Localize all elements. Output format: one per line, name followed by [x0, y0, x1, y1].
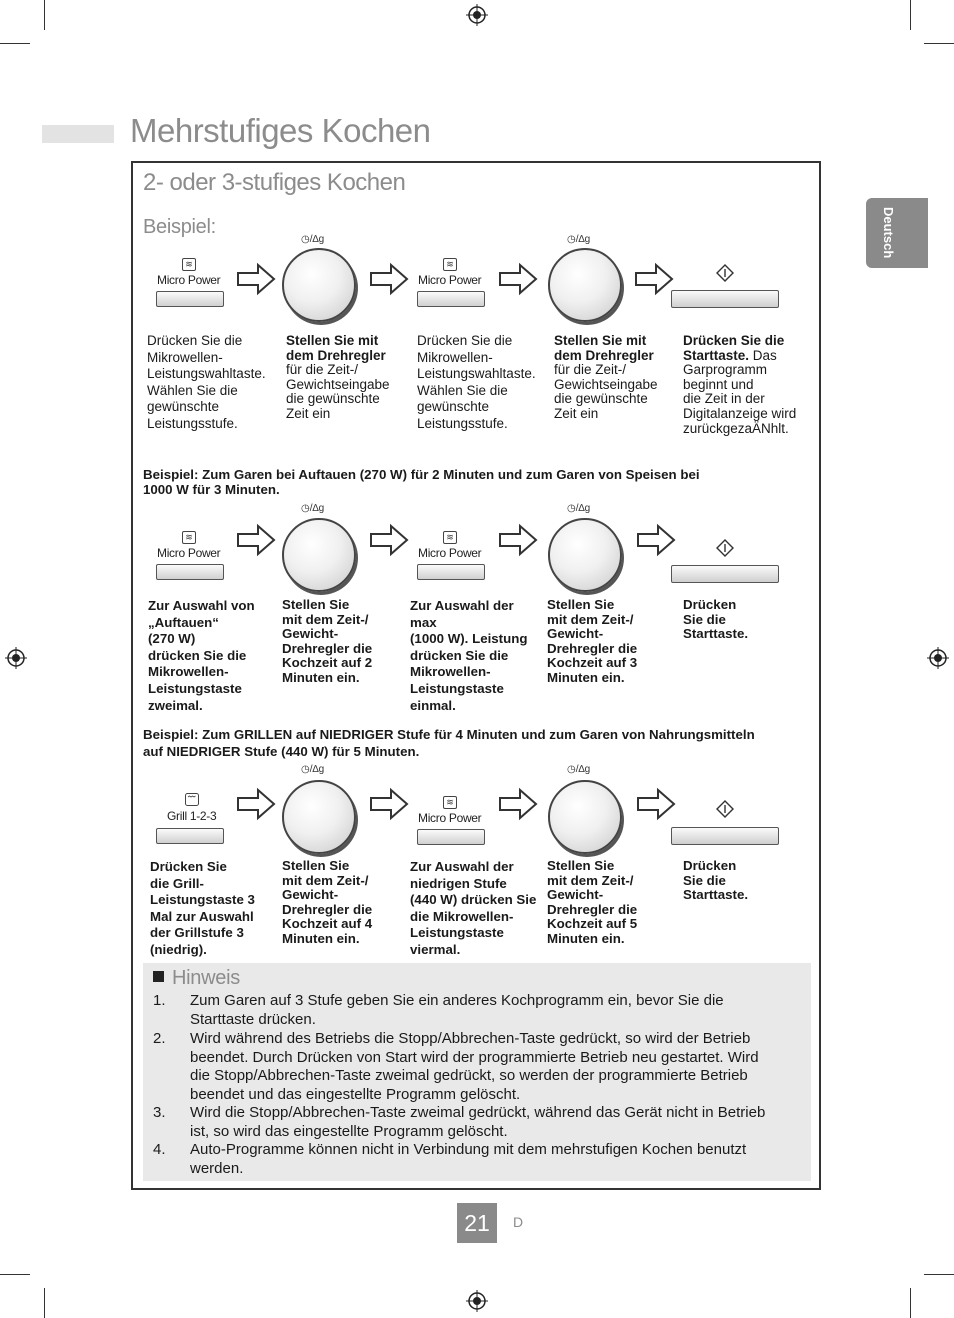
crop-mark: [44, 0, 45, 30]
notes-title: Hinweis: [153, 967, 240, 990]
micro-power-button: [156, 564, 224, 580]
note-number: 1.: [153, 992, 166, 1009]
step-description: Drücken Sie die Mikrowellen- Leistungswahltaste. Wählen Sie die gewünschte Leistungsstufe.: [417, 333, 536, 431]
step-description: Stellen Sie mit dem Zeit-/ Gewicht- Drehregler die Kochzeit auf 3 Minuten ein.: [547, 597, 638, 685]
crop-mark: [0, 1274, 30, 1275]
micro-power-button: [417, 564, 485, 580]
note-number: 2.: [153, 1030, 166, 1047]
step-description: Zur Auswahl der max (1000 W). Leistung drücken Sie die Mikrowellen- Leistungstaste einmal.: [410, 598, 528, 713]
dial-knob: [548, 780, 622, 854]
step-description: Stellen Sie mit dem Zeit-/ Gewicht- Drehregler die Kochzeit auf 5 Minuten ein.: [547, 858, 638, 946]
start-icon: [716, 264, 734, 282]
arrow-right-icon: [369, 787, 409, 821]
arrow-right-icon: [369, 523, 409, 557]
example-heading: Beispiel: Zum GRILLEN auf NIEDRIGER Stufe für 4 Minuten und zum Garen von Nahrungsmitteln auf NIEDRIGER Stufe (440 W) für 5 Minuten.: [143, 727, 755, 759]
arrow-right-icon: [236, 262, 276, 296]
step-description: Drücken Sie die Mikrowellen- Leistungswahltaste. Wählen Sie die gewünschte Leistungsstufe.: [147, 333, 266, 431]
note-text: Zum Garen auf 3 Stufe geben Sie ein anderes Kochprogramm ein, bevor Sie die Starttaste drücken.: [190, 992, 724, 1028]
page-number: 21: [457, 1203, 497, 1243]
arrow-right-icon: [236, 523, 276, 557]
registration-mark-icon: [927, 647, 949, 669]
arrow-right-icon: [634, 262, 674, 296]
step-description: Zur Auswahl der niedrigen Stufe (440 W) drücken Sie die Mikrowellen- Leistungstaste viermal.: [410, 859, 537, 957]
crop-mark: [44, 1288, 45, 1318]
note-text: Wird die Stopp/Abbrechen-Taste zweimal gedrückt, während das Gerät nicht in Betrieb ist, so wird das eingestellte Programm gelöscht.: [190, 1104, 766, 1140]
note-text: Auto-Programme können nicht in Verbindung mit dem mehrstufigen Kochen benutzt werden.: [190, 1141, 747, 1177]
dial-icon-label: ◷/∆g: [567, 764, 591, 775]
square-bullet-icon: [153, 971, 164, 982]
start-button: [671, 290, 779, 308]
arrow-right-icon: [636, 523, 676, 557]
dial-knob: [282, 518, 356, 592]
title-accent-bar: [42, 125, 114, 143]
crop-mark: [924, 1274, 954, 1275]
arrow-right-icon: [498, 523, 538, 557]
dial-icon-label: ◷/∆g: [567, 503, 591, 514]
micro-power-label: Micro Power: [157, 546, 221, 560]
micro-power-button: [156, 291, 224, 307]
micro-power-label: Micro Power: [418, 273, 482, 287]
step-description: Stellen Sie mit dem Drehregler für die Zeit-/ Gewichtseingabe die gewünschte Zeit ein: [286, 333, 390, 421]
grill-label: Grill 1-2-3: [167, 809, 217, 823]
example-label: Beispiel:: [143, 216, 216, 238]
dial-icon-label: ◷/∆g: [301, 764, 325, 775]
start-icon: [716, 800, 734, 818]
arrow-right-icon: [236, 787, 276, 821]
registration-mark-icon: [466, 4, 488, 26]
step-description: Drücken Sie die Grill- Leistungstaste 3 Mal zur Auswahl der Grillstufe 3 (niedrig).: [150, 859, 255, 957]
microwave-icon: ≋: [443, 531, 457, 544]
note-text: Wird während des Betriebs die Stopp/Abbrechen-Taste gedrückt, so wird der Betrieb beendet. Durch Drücken von Start wird der programmierte Betrieb neu gestartet. Wird die Stopp/Abbrechen-Taste zweimal gedrückt, so werden der programmierte Betrieb beendet und das eingestellte Programm gelöscht.: [190, 1030, 759, 1103]
arrow-right-icon: [498, 787, 538, 821]
micro-power-button: [417, 829, 485, 845]
example-heading: Beispiel: Zum Garen bei Auftauen (270 W) für 2 Minuten und zum Garen von Speisen bei 1000 W für 3 Minuten.: [143, 467, 700, 497]
section-title: 2- oder 3-stufiges Kochen: [143, 169, 406, 196]
step-description: Drücken Sie die Starttaste. Das Garprogramm beginnt und die Zeit in der Digitalanzeige wird zurückgezaÄNhlt.: [683, 333, 797, 436]
micro-power-label: Micro Power: [418, 811, 482, 825]
registration-mark-icon: [466, 1290, 488, 1312]
step-description: Drücken Sie die Starttaste.: [683, 858, 749, 903]
microwave-icon: ≋: [182, 258, 196, 271]
crop-mark: [0, 43, 30, 44]
microwave-icon: ≋: [443, 258, 457, 271]
dial-icon-label: ◷/∆g: [301, 503, 325, 514]
note-number: 3.: [153, 1104, 166, 1121]
step-description: Stellen Sie mit dem Zeit-/ Gewicht- Drehregler die Kochzeit auf 4 Minuten ein.: [282, 858, 373, 946]
crop-mark: [924, 43, 954, 44]
step-description: Stellen Sie mit dem Drehregler für die Zeit-/ Gewichtseingabe die gewünschte Zeit ein: [554, 333, 658, 421]
microwave-icon: ≋: [182, 531, 196, 544]
arrow-right-icon: [498, 262, 538, 296]
start-icon: [716, 539, 734, 557]
page-title: Mehrstufiges Kochen: [130, 112, 431, 149]
step-description: Drücken Sie die Starttaste.: [683, 597, 749, 642]
micro-power-label: Micro Power: [157, 273, 221, 287]
micro-power-button: [417, 291, 485, 307]
registration-mark-icon: [5, 647, 27, 669]
microwave-icon: ≋: [443, 796, 457, 809]
grill-icon: [185, 793, 199, 806]
language-tab-label: Deutsch: [881, 207, 896, 259]
start-button: [671, 565, 779, 583]
step-description: Stellen Sie mit dem Zeit-/ Gewicht- Drehregler die Kochzeit auf 2 Minuten ein.: [282, 597, 373, 685]
micro-power-label: Micro Power: [418, 546, 482, 560]
start-button: [671, 827, 779, 845]
dial-knob: [282, 780, 356, 854]
dial-knob: [548, 248, 622, 322]
dial-icon-label: ◷/∆g: [567, 234, 591, 245]
arrow-right-icon: [636, 787, 676, 821]
note-number: 4.: [153, 1141, 166, 1158]
page-language-letter: D: [513, 1214, 524, 1230]
arrow-right-icon: [369, 262, 409, 296]
dial-icon-label: ◷/∆g: [301, 234, 325, 245]
dial-knob: [548, 518, 622, 592]
crop-mark: [910, 0, 911, 30]
step-description: Zur Auswahl von „Auftauen“ (270 W) drücken Sie die Mikrowellen- Leistungstaste zweimal.: [148, 598, 255, 713]
dial-knob: [282, 248, 356, 322]
grill-button: [156, 828, 224, 844]
crop-mark: [910, 1288, 911, 1318]
